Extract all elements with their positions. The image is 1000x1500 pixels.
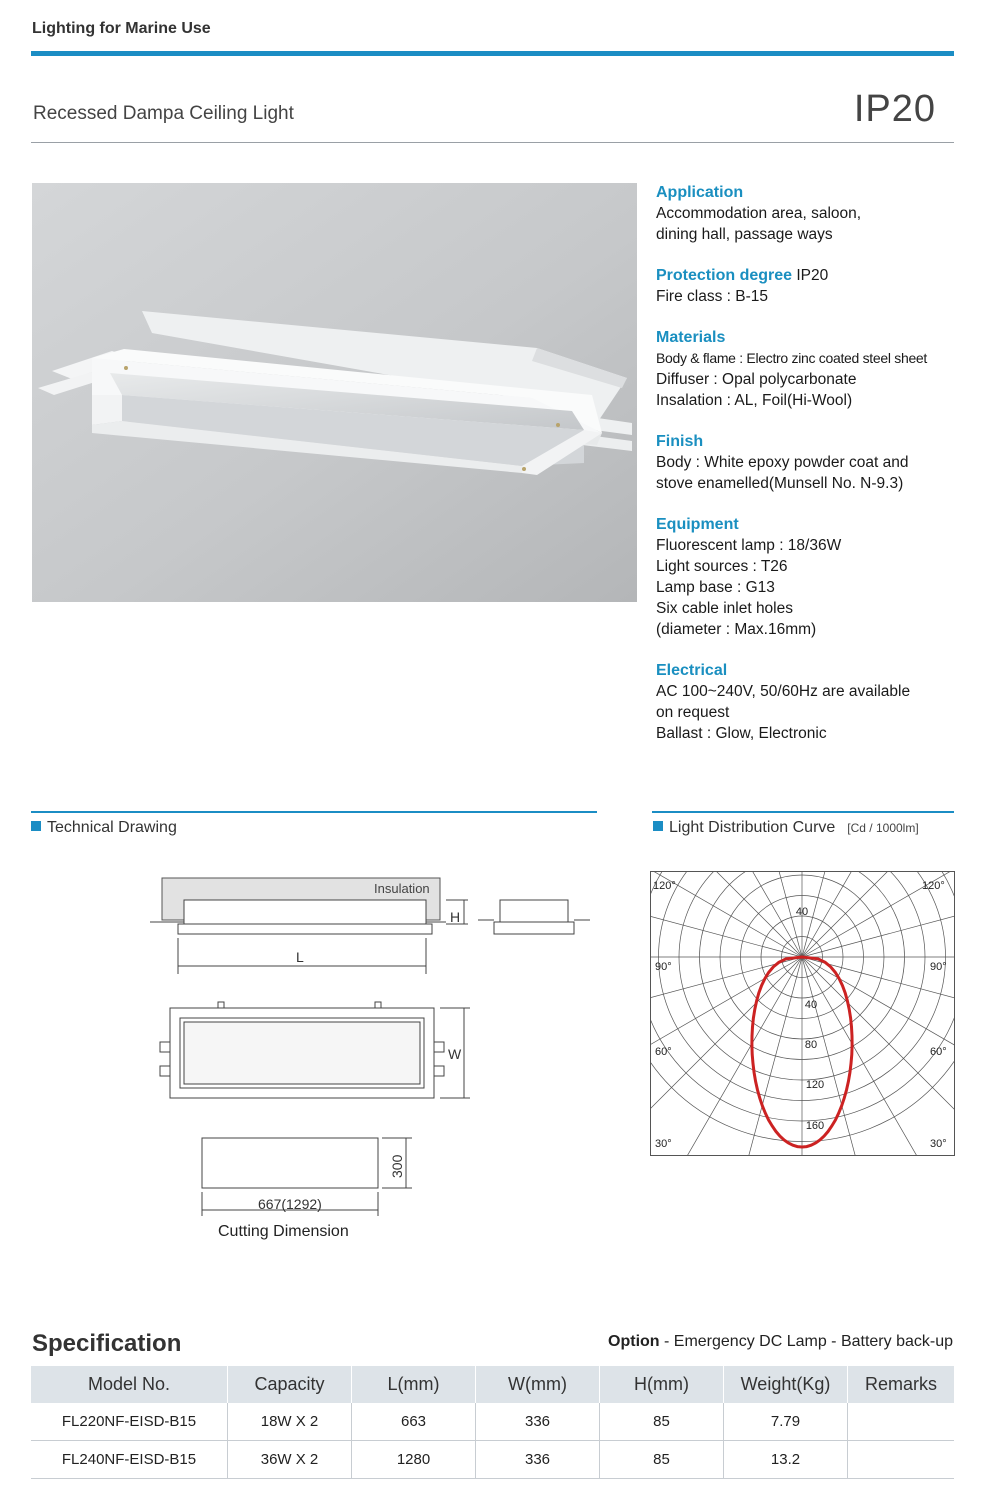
spec-materials (656, 327, 976, 411)
product-divider (31, 142, 954, 143)
table-cell: 336 (476, 1403, 600, 1441)
radial-label: 120 (805, 1079, 825, 1091)
angle-label: 90° (930, 961, 947, 973)
height-label: H (450, 909, 461, 925)
table-cell (848, 1403, 955, 1441)
spec-line: Fluorescent lamp : 18/36W (656, 537, 842, 554)
spec-line: Lamp base : G13 (656, 579, 775, 596)
angle-label: 60° (930, 1046, 947, 1058)
cutting-dimension-label: Cutting Dimension (218, 1223, 349, 1240)
column-header: H(mm) (600, 1366, 724, 1403)
table-cell: 13.2 (724, 1441, 848, 1479)
spec-heading: Equipment (656, 516, 739, 533)
spec-line: Body : White epoxy powder coat and (656, 454, 909, 471)
product-name: Recessed Dampa Ceiling Light (33, 103, 294, 124)
spec-electrical (656, 660, 976, 744)
specification-heading: Specification (32, 1330, 182, 1357)
table-header-row (31, 1366, 954, 1403)
spec-equipment (656, 514, 976, 640)
technical-drawing (150, 866, 600, 1246)
spec-finish (656, 431, 976, 494)
column-header: Weight(Kg) (724, 1366, 848, 1403)
spec-heading: Protection degree (656, 267, 793, 284)
column-header: Capacity (228, 1366, 352, 1403)
insulation-label: Insulation (374, 881, 430, 896)
angle-label: 30° (655, 1138, 672, 1150)
cut-height-label: 300 (389, 1154, 405, 1178)
column-header: Model No. (31, 1366, 228, 1403)
light-curve-title: Light Distribution Curve [Cd / 1000lm] (653, 819, 919, 837)
angle-label: 120° (922, 880, 945, 892)
table-cell: 36W X 2 (228, 1441, 352, 1479)
option-text: - Emergency DC Lamp - Battery back-up (659, 1333, 953, 1350)
angle-label: 60° (655, 1046, 672, 1058)
table-cell: 85 (600, 1403, 724, 1441)
spec-heading: Application (656, 184, 744, 201)
spec-line: Ballast : Glow, Electronic (656, 725, 827, 742)
angle-label: 120° (653, 880, 676, 892)
light-distribution-chart (650, 871, 955, 1156)
product-photo-image (32, 183, 637, 602)
table-cell: FL220NF-EISD-B15 (31, 1403, 228, 1441)
angle-label: 90° (655, 961, 672, 973)
spec-line: on request (656, 704, 730, 721)
length-label: L (296, 949, 304, 965)
spec-line: Six cable inlet holes (656, 600, 793, 617)
spec-application (656, 182, 976, 245)
spec-line: Insalation : AL, Foil(Hi-Wool) (656, 392, 853, 409)
cut-width-label: 667(1292) (258, 1196, 322, 1212)
square-bullet-icon (31, 821, 41, 831)
technical-drawing-rule (31, 811, 597, 813)
column-header: L(mm) (352, 1366, 476, 1403)
table-cell (848, 1441, 955, 1479)
spec-line: Light sources : T26 (656, 558, 788, 575)
spec-line: Accommodation area, saloon, (656, 205, 862, 222)
product-photo (32, 183, 637, 602)
table-row (31, 1403, 954, 1441)
technical-drawing-title: Technical Drawing (31, 819, 177, 837)
ip-rating: IP20 (853, 88, 936, 130)
table-cell: 1280 (352, 1441, 476, 1479)
spec-line: stove enamelled(Munsell No. N-9.3) (656, 475, 904, 492)
square-bullet-icon (653, 821, 663, 831)
spec-details (656, 182, 976, 764)
width-label: W (448, 1046, 462, 1062)
header-title: Lighting for Marine Use (32, 20, 211, 37)
spec-line: Fire class : B-15 (656, 288, 768, 305)
table-cell: 18W X 2 (228, 1403, 352, 1441)
table-row (31, 1441, 954, 1479)
spec-line: Diffuser : Opal polycarbonate (656, 371, 857, 388)
radial-label: 40 (795, 906, 809, 918)
spec-heading: Finish (656, 433, 704, 450)
light-curve-rule (652, 811, 954, 813)
angle-label: 30° (930, 1138, 947, 1150)
specification-table (31, 1366, 954, 1479)
spec-line: AC 100~240V, 50/60Hz are available (656, 683, 911, 700)
spec-inline-value: IP20 (796, 267, 829, 284)
spec-heading: Materials (656, 329, 726, 346)
spec-protection (656, 265, 976, 307)
option-line (608, 1333, 953, 1351)
spec-line: (diameter : Max.16mm) (656, 621, 817, 638)
table-cell: 336 (476, 1441, 600, 1479)
light-curve-unit: [Cd / 1000lm] (847, 821, 919, 835)
table-cell: FL240NF-EISD-B15 (31, 1441, 228, 1479)
header-accent-bar (31, 51, 954, 56)
radial-label: 80 (804, 1039, 818, 1051)
option-label: Option (608, 1333, 660, 1350)
column-header: Remarks (848, 1366, 955, 1403)
spec-line: Body & flame : Electro zinc coated steel sheet (656, 350, 928, 366)
table-cell: 85 (600, 1441, 724, 1479)
table-cell: 7.79 (724, 1403, 848, 1441)
spec-line: dining hall, passage ways (656, 226, 833, 243)
radial-label: 160 (805, 1120, 825, 1132)
table-cell: 663 (352, 1403, 476, 1441)
column-header: W(mm) (476, 1366, 600, 1403)
radial-label: 40 (804, 999, 818, 1011)
spec-heading: Electrical (656, 662, 728, 679)
